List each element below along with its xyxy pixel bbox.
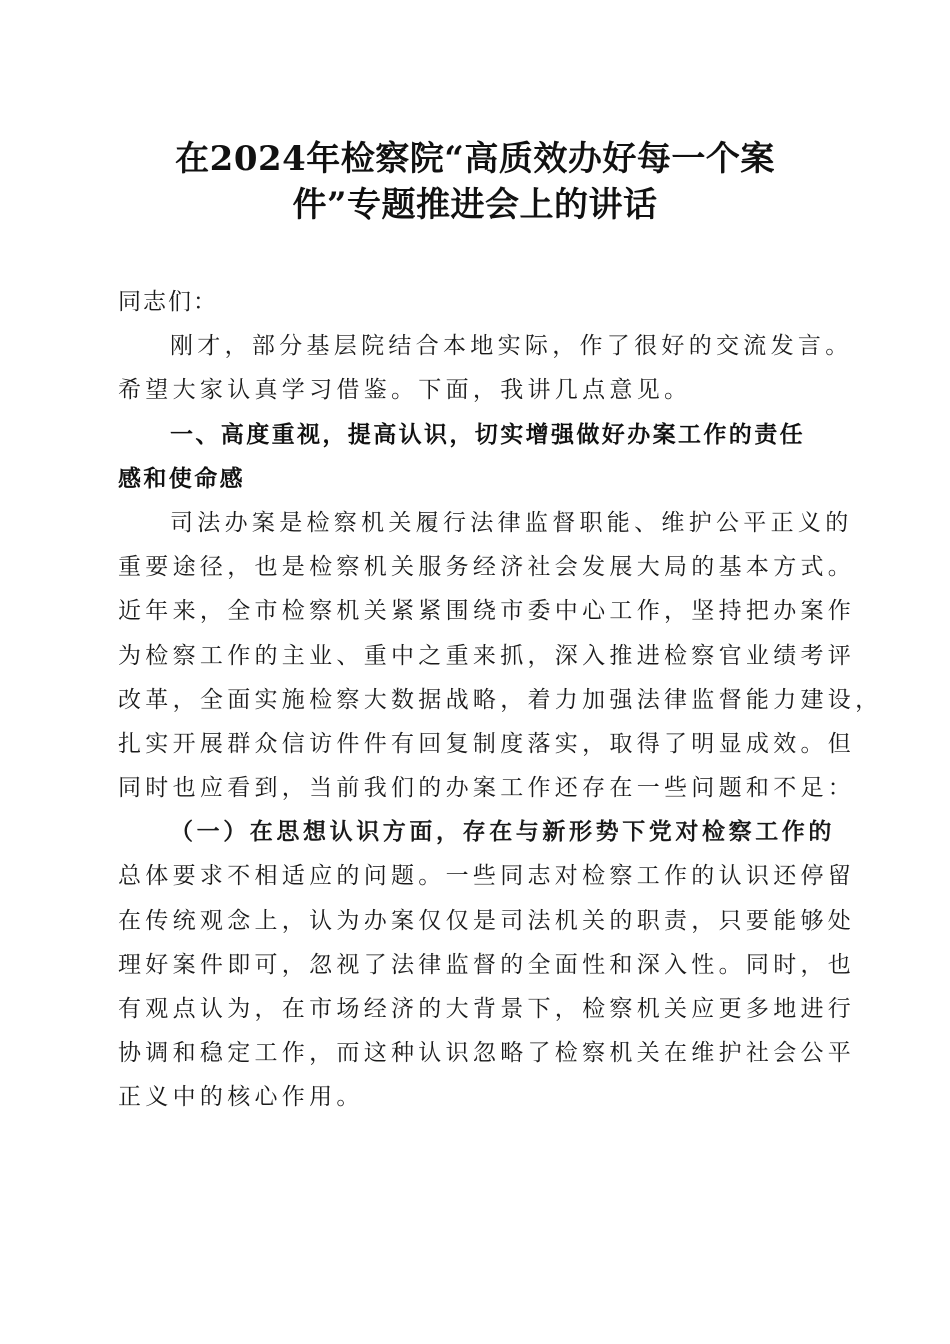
paragraph-line: 刚才，部分基层院结合本地实际，作了很好的交流发言。 [170,333,853,360]
subheading-text: （一）在思想认识方面，存在与新形势下党对检察工作的 [170,819,835,846]
paragraph-line: 协调和稳定工作，而这种认识忽略了检察机关在维护社会公平 [118,1040,856,1067]
paragraph-line: 为检察工作的主业、重中之重来抓，深入推进检察官业绩考评 [118,642,856,669]
paragraph-line: 总体要求不相适应的问题。一些同志对检察工作的认识还停留 [118,863,856,890]
paragraph-line: 改革，全面实施检察大数据战略，着力加强法律监督能力建设， [118,686,883,713]
subheading-line [118,810,838,854]
paragraph-opening [118,324,853,412]
paragraph-line: 希望大家认真学习借鉴。下面，我讲几点意见。 [118,377,692,404]
salutation: 同志们： [118,289,218,315]
paragraph-line: 有观点认为，在市场经济的大背景下，检察机关应更多地进行 [118,996,856,1022]
paragraph-line: 重要途径，也是检察机关服务经济社会发展大局的基本方式。 [118,554,856,581]
paragraph-line: 在传统观念上，认为办案仅仅是司法机关的职责，只要能够处 [118,907,856,934]
document-body [118,280,883,1120]
paragraph-background [118,501,883,810]
title-line-2: 件”专题推进会上的讲话 [292,185,658,225]
paragraph-line: 正义中的核心作用。 [118,1084,364,1111]
paragraph-line: 近年来，全市检察机关紧紧围绕市委中心工作，坚持把办案作 [118,598,856,625]
title-line-1: 在2024年检察院“高质效办好每一个案 [175,139,775,179]
paragraph-line: 扎实开展群众信访件件有回复制度落实，取得了明显成效。但 [118,730,856,757]
heading-line: 感和使命感 [118,465,245,492]
section-heading-1 [118,413,838,501]
heading-line: 一、高度重视，提高认识，切实增强做好办案工作的责任 [170,421,805,448]
paragraph-subsection-1 [118,810,856,1119]
paragraph-line: 理好案件即可，忽视了法律监督的全面性和深入性。同时，也 [118,951,856,978]
paragraph-line: 司法办案是检察机关履行法律监督职能、维护公平正义的 [170,509,853,536]
document-title [120,136,830,228]
paragraph-line: 同时也应看到，当前我们的办案工作还存在一些问题和不足： [118,775,856,802]
